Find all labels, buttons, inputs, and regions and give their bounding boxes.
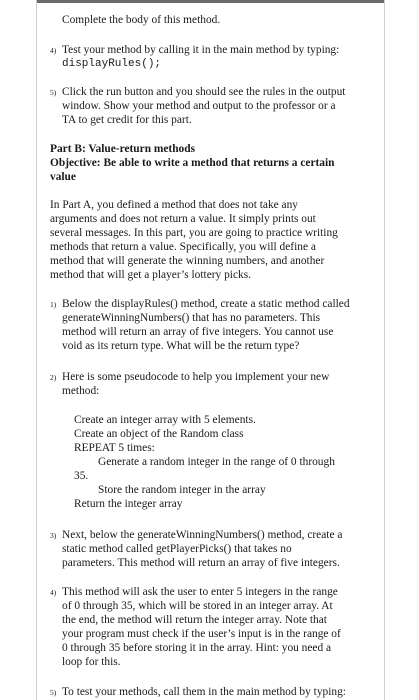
step-number: 4) <box>50 588 57 597</box>
step-text-line: This method will ask the user to enter 5 integers in the range <box>62 586 338 598</box>
intro-text: Complete the body of this method. <box>62 14 221 26</box>
step-text-line: loop for this. <box>62 656 121 668</box>
paragraph-line: several messages. In this part, you are going to practice writing <box>50 227 338 239</box>
step-number: 1) <box>50 300 57 309</box>
paragraph-line: method that will get a player’s lottery picks. <box>50 269 251 281</box>
pseudocode-line: Create an object of the Random class <box>74 428 244 440</box>
step-text-line: Below the displayRules() method, create a static method called <box>62 298 350 310</box>
pseudocode-line: REPEAT 5 times: <box>74 442 155 454</box>
step-text-line: void as its return type. What will be the return type? <box>62 340 300 352</box>
step-text-line: Test your method by calling it in the main method by typing: <box>62 44 340 56</box>
pseudocode-line: 35. <box>74 470 89 482</box>
step-text-line: your program must check if the user’s input is in the range of <box>62 628 341 640</box>
pseudocode-line: Create an integer array with 5 elements. <box>74 414 256 426</box>
objective-line: value <box>50 171 76 183</box>
step-text-line: Next, below the generateWinningNumbers() method, create a <box>62 529 343 541</box>
paragraph-line: methods that return a value. Specifically, you will define a <box>50 241 316 253</box>
pseudocode-line: Return the integer array <box>74 498 183 510</box>
step-text-line: 0 through 35 before storing it in the array. Hint: you need a <box>62 642 332 654</box>
step-text-line: TA to get credit for this part. <box>62 114 192 126</box>
step-number: 2) <box>50 373 57 382</box>
step-text-line: of 0 through 35, which will be stored in an integer array. At <box>62 600 333 612</box>
left-border <box>36 0 37 700</box>
code-snippet: displayRules(); <box>62 58 162 70</box>
pseudocode-line: Store the random integer in the array <box>98 484 266 496</box>
section-title: Part B: Value-return methods <box>50 143 196 155</box>
paragraph-line: arguments and does not return a value. It simply prints out <box>50 213 316 225</box>
step-text-line: To test your methods, call them in the main method by typing: <box>62 686 346 698</box>
top-border <box>36 0 385 3</box>
step-text-line: Click the run button and you should see the rules in the output <box>62 86 346 98</box>
step-text-line: method will return an array of five integers. You cannot use <box>62 326 334 338</box>
step-number: 3) <box>50 531 57 540</box>
step-text-line: Here is some pseudocode to help you implement your new <box>62 371 330 383</box>
right-border <box>384 0 385 700</box>
objective-line: Objective: Be able to write a method that returns a certain <box>50 157 335 169</box>
step-text-line: generateWinningNumbers() that has no parameters. This <box>62 312 321 324</box>
step-text-line: method: <box>62 385 100 397</box>
step-text-line: static method called getPlayerPicks() that takes no <box>62 543 292 555</box>
paragraph-line: method that will generate the winning numbers, and another <box>50 255 325 267</box>
step-number: 4) <box>50 46 57 55</box>
pseudocode-line: Generate a random integer in the range of 0 through <box>98 456 335 468</box>
paragraph-line: In Part A, you defined a method that does not take any <box>50 199 299 211</box>
step-text-line: window. Show your method and output to the professor or a <box>62 100 336 112</box>
step-text-line: parameters. This method will return an array of five integers. <box>62 557 340 569</box>
step-number: 5) <box>50 88 57 97</box>
step-text-line: the end, the method will return the integer array. Note that <box>62 614 327 626</box>
step-number: 5) <box>50 688 57 697</box>
